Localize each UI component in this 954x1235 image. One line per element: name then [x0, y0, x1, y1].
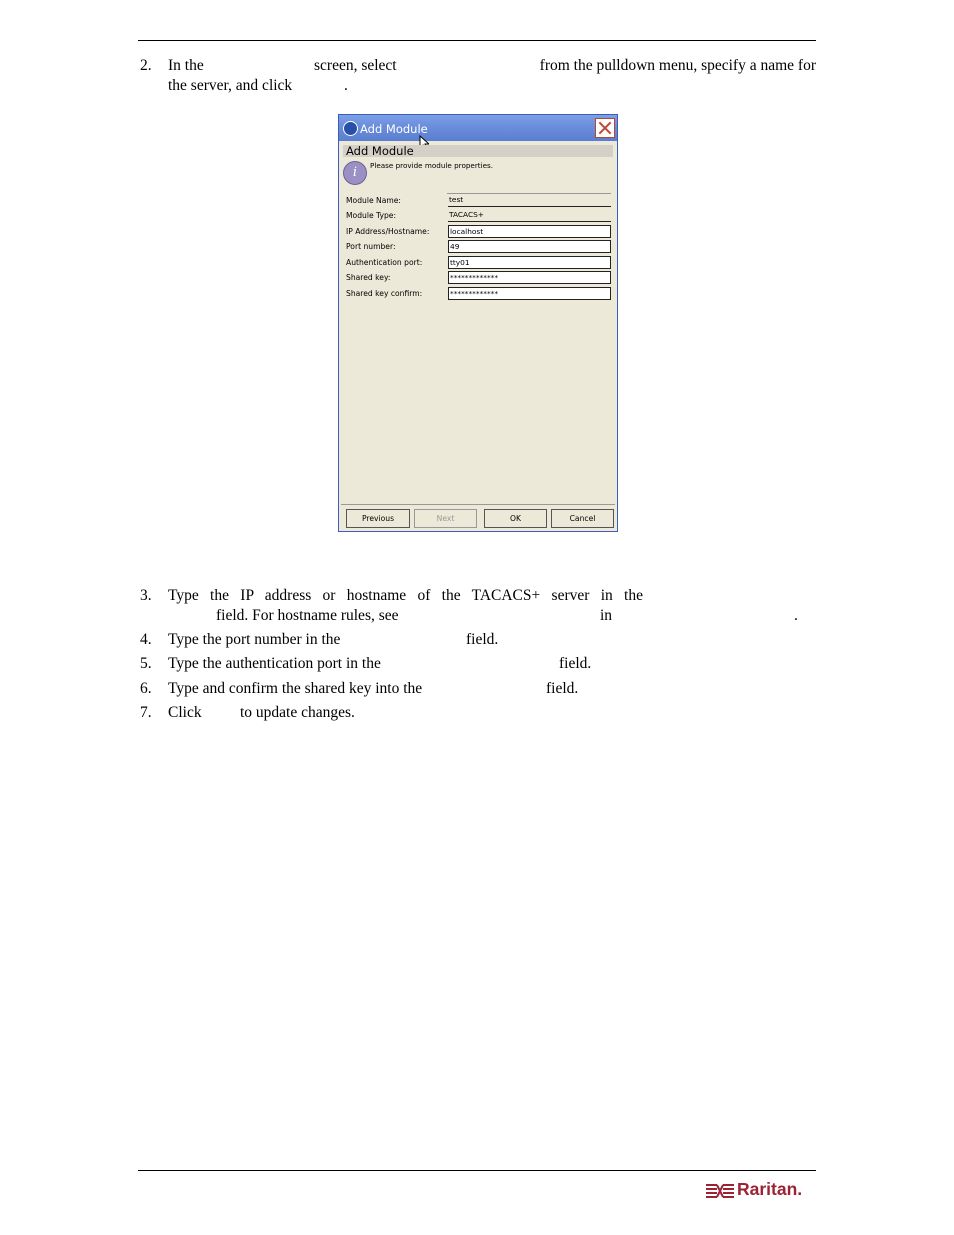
- dialog-title: Add Module: [360, 122, 428, 136]
- step-text: in: [600, 607, 613, 624]
- step-4: [140, 630, 816, 650]
- step-3: [140, 586, 816, 626]
- step-text: field.: [559, 655, 592, 672]
- footer-divider: [341, 504, 615, 505]
- step-number: 2.: [140, 57, 152, 74]
- step-6: [140, 679, 816, 699]
- field-shared-key: [346, 271, 611, 285]
- dialog-header-text: Add Module: [346, 144, 414, 158]
- field-shared-key-confirm: [346, 287, 611, 301]
- step-number: 3.: [140, 587, 152, 604]
- step-text: field.: [466, 631, 499, 648]
- step-text: field. For hostname rules, see: [216, 607, 399, 624]
- info-icon: i: [343, 161, 367, 185]
- step-number: 4.: [140, 631, 152, 648]
- step-number: 5.: [140, 655, 152, 672]
- step-5: [140, 654, 816, 674]
- authentication-port-input[interactable]: tty01: [448, 256, 611, 269]
- step-7: [140, 703, 816, 723]
- field-label: Module Type:: [346, 211, 397, 220]
- next-button[interactable]: Next: [414, 509, 477, 528]
- app-icon: [343, 121, 358, 136]
- field-label: Shared key:: [346, 273, 391, 282]
- shared-key-confirm-input[interactable]: *************: [448, 287, 611, 300]
- bottom-rule: [138, 1170, 816, 1171]
- step-text: .: [344, 77, 348, 94]
- step-text: to update changes.: [240, 704, 355, 721]
- field-authentication-port: [346, 256, 611, 270]
- step-2: [140, 56, 816, 96]
- module-type-select[interactable]: TACACS+: [448, 209, 611, 222]
- field-label: Port number:: [346, 242, 396, 251]
- ok-button[interactable]: OK: [484, 509, 547, 528]
- step-text: In the: [168, 57, 204, 74]
- module-name-input[interactable]: test: [448, 194, 611, 207]
- port-number-input[interactable]: 49: [448, 240, 611, 253]
- shared-key-input[interactable]: *************: [448, 271, 611, 284]
- info-text: Please provide module properties.: [370, 161, 494, 170]
- step-text: Click: [168, 704, 202, 721]
- field-ip-address: [346, 225, 611, 239]
- field-module-type: [346, 209, 611, 223]
- step-text: .: [794, 607, 798, 624]
- field-label: Authentication port:: [346, 258, 423, 267]
- raritan-logo-mark-icon: [705, 1182, 735, 1200]
- step-text: the server, and click: [168, 77, 293, 94]
- step-text: Type the authentication port in the: [168, 655, 381, 672]
- dialog-titlebar: [339, 115, 617, 141]
- previous-button[interactable]: Previous: [346, 509, 410, 528]
- step-text: field.: [546, 680, 579, 697]
- raritan-logo-text: Raritan.: [737, 1179, 803, 1199]
- step-text: Type the port number in the: [168, 631, 341, 648]
- dialog-header: [343, 145, 613, 157]
- cancel-button[interactable]: Cancel: [551, 509, 614, 528]
- ip-address-input[interactable]: localhost: [448, 225, 611, 238]
- field-label: IP Address/Hostname:: [346, 227, 430, 236]
- top-rule: [138, 40, 816, 41]
- step-text: Type the IP address or hostname of the TACACS+ server in the: [168, 587, 643, 604]
- field-label: Module Name:: [346, 196, 401, 205]
- close-icon[interactable]: [595, 118, 615, 138]
- field-label: Shared key confirm:: [346, 289, 423, 298]
- step-text: from the pulldown menu, specify a name for: [539, 57, 816, 74]
- field-module-name: [346, 194, 611, 208]
- step-number: 6.: [140, 680, 152, 697]
- step-text: screen, select: [314, 57, 397, 74]
- field-port-number: [346, 240, 611, 254]
- step-text: Type and confirm the shared key into the: [168, 680, 423, 697]
- step-number: 7.: [140, 704, 152, 721]
- add-module-dialog: [338, 114, 618, 532]
